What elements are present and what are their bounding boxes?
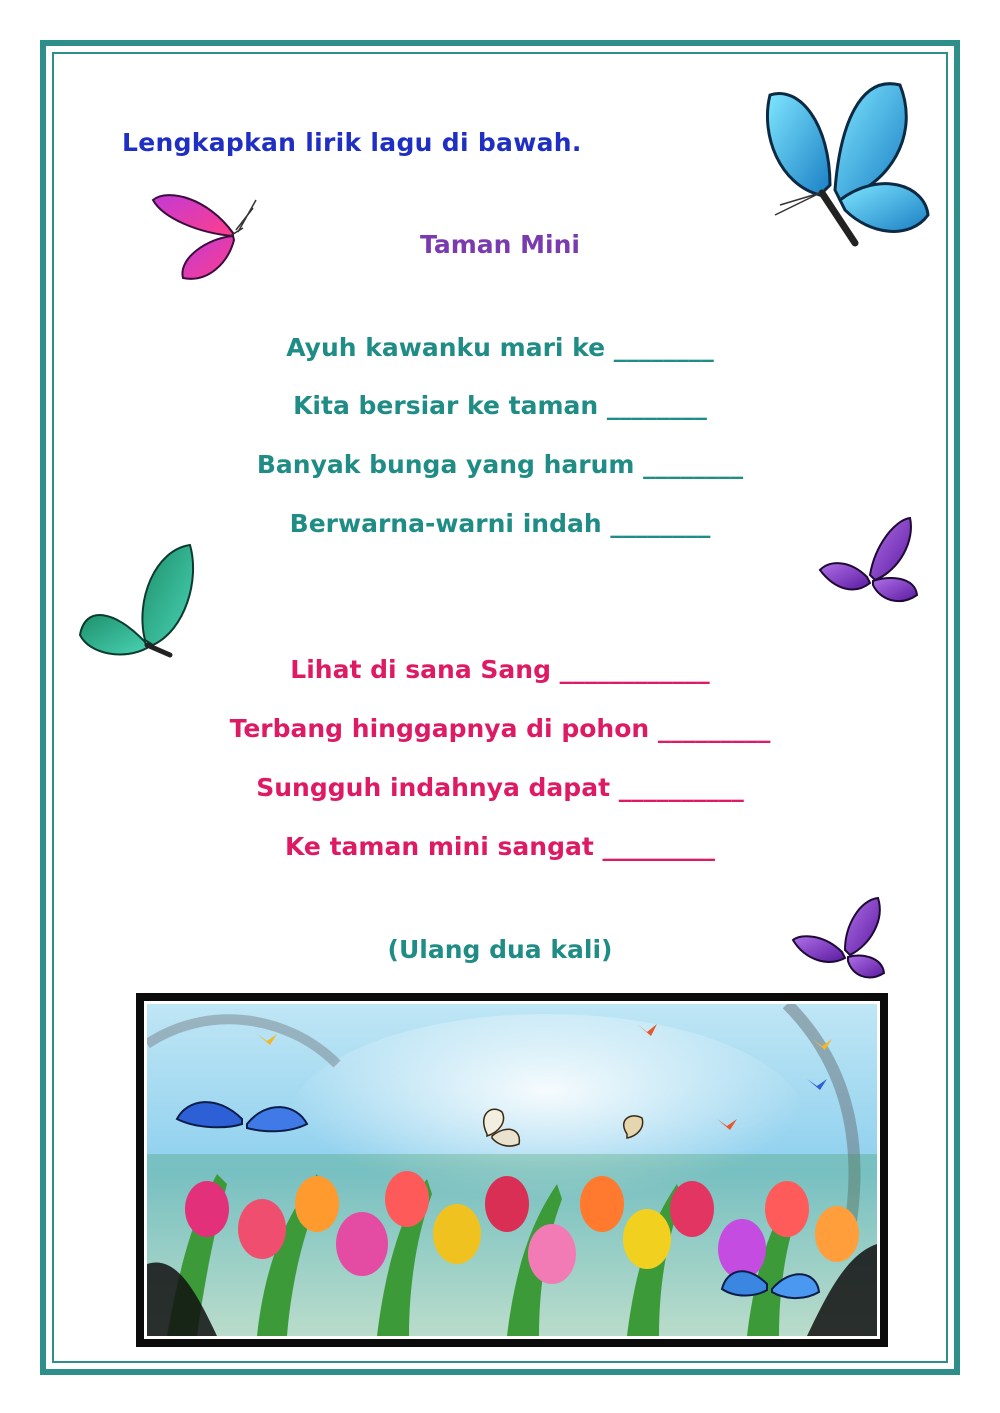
garden-scene-illustration <box>147 1004 877 1336</box>
verse1-line-3: Banyak bunga yang harum ________ <box>256 450 744 479</box>
butterfly-icon <box>75 540 205 665</box>
butterfly-icon <box>148 188 258 288</box>
verse1-line-1: Ayuh kawanku mari ke ________ <box>286 333 714 362</box>
repeat-note: (Ulang dua kali) <box>387 935 613 964</box>
verse2-line-2: Terbang hinggapnya di pohon _________ <box>229 714 771 743</box>
butterfly-icon <box>815 515 925 610</box>
instruction-text: Lengkapkan lirik lagu di bawah. <box>122 128 582 157</box>
butterfly-icon <box>760 75 935 255</box>
verse2-line-4: Ke taman mini sangat _________ <box>285 832 715 861</box>
song-title: Taman Mini <box>420 230 580 259</box>
verse2-line-3: Sungguh indahnya dapat __________ <box>256 773 744 802</box>
verse2-line-1: Lihat di sana Sang ____________ <box>290 655 710 684</box>
garden-picture <box>144 1001 880 1339</box>
butterfly-icon <box>790 895 890 985</box>
verse1-line-2: Kita bersiar ke taman ________ <box>293 391 707 420</box>
verse1-line-4: Berwarna-warni indah ________ <box>289 509 711 538</box>
garden-picture-frame <box>136 993 888 1347</box>
